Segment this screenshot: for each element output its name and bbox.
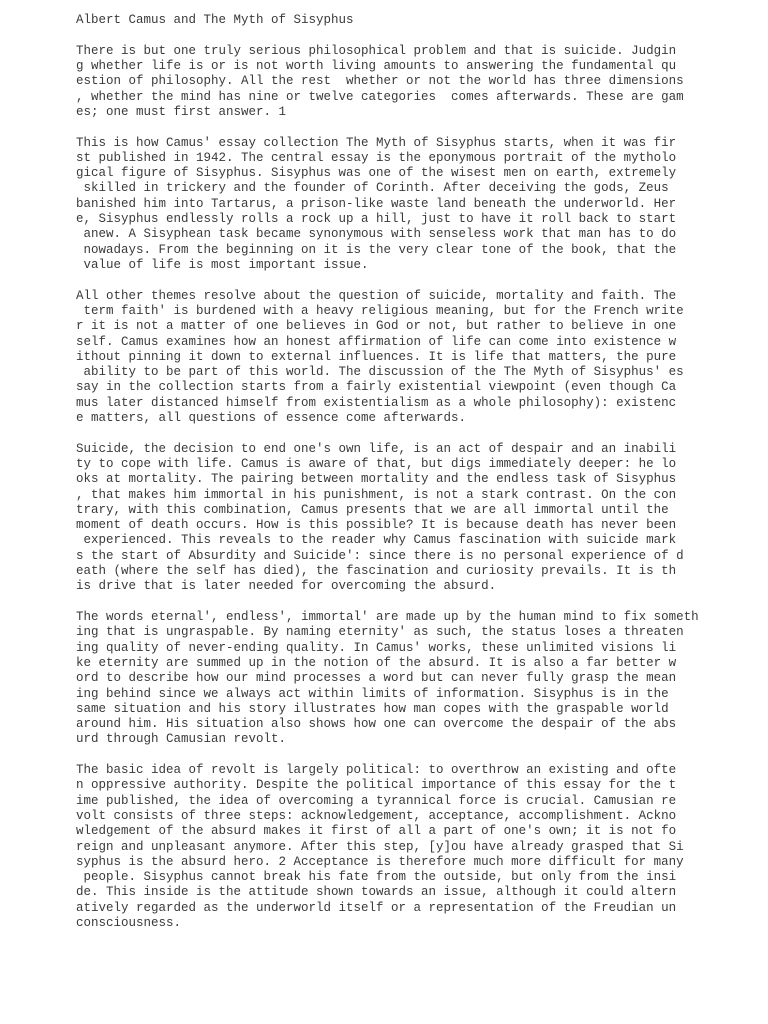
text-line: There is but one truly serious philosophical problem and that is suicide. Judgin <box>76 43 677 58</box>
paragraph <box>76 136 736 274</box>
text-line: oks at mortality. The pairing between mortality and the endless task of Sisyphus <box>76 472 677 487</box>
text-line: around him. His situation also shows how one can overcome the despair of the abs <box>76 717 677 732</box>
text-line: ime published, the idea of overcoming a tyrannical force is crucial. Camusian re <box>76 793 677 808</box>
text-line: volt consists of three steps: acknowledgement, acceptance, accomplishment. Ackno <box>76 809 677 823</box>
text-line: g whether life is or is not worth living amounts to answering the fundamental qu <box>76 58 677 73</box>
text-line: e matters, all questions of essence come afterwards. <box>76 411 467 425</box>
text-line: de. This inside is the attitude shown towards an issue, although it could altern <box>76 885 677 900</box>
text-line: value of life is most important issue. <box>76 257 369 272</box>
paragraph-spacer <box>76 595 736 610</box>
text-line: ty to cope with life. Camus is aware of that, but digs immediately deeper: he lo <box>76 456 677 471</box>
text-line: term faith' is burdened with a heavy religious meaning, but for the French write <box>76 303 684 318</box>
text-line: , whether the mind has nine or twelve categories comes afterwards. These are gam <box>76 89 684 104</box>
paragraph <box>76 442 736 595</box>
text-line: urd through Camusian revolt. <box>76 732 287 747</box>
text-line: eath (where the self has died), the fascination and curiosity prevails. It is th <box>76 564 677 579</box>
text-line: syphus is the absurd hero. 2 Acceptance is therefore much more difficult for many <box>76 854 684 869</box>
text-line: r it is not a matter of one believes in God or not, but rather to believe in one <box>76 319 677 334</box>
text-line: ord to describe how our mind processes a word but can never fully grasp the mean <box>76 671 677 686</box>
text-line: banished him into Tartarus, a prison-like waste land beneath the underworld. Her <box>76 196 677 211</box>
text-line: The words eternal', endless', immortal' are made up by the human mind to fix someth <box>76 610 699 625</box>
text-line: This is how Camus' essay collection The Myth of Sisyphus starts, when it was fir <box>76 135 677 150</box>
text-line: ithout pinning it down to external influences. It is life that matters, the pure <box>76 349 677 364</box>
document-title: Albert Camus and The Myth of Sisyphus <box>76 13 354 27</box>
text-line: anew. A Sisyphean task became synonymous with senseless work that man has to do <box>76 227 677 242</box>
text-line: consciousness. <box>76 916 182 931</box>
paragraph <box>76 289 736 427</box>
text-line: es; one must first answer. 1 <box>76 104 287 119</box>
paragraph <box>76 44 736 120</box>
text-line: All other themes resolve about the question of suicide, mortality and faith. The <box>76 288 677 303</box>
paragraph <box>76 610 736 748</box>
text-line: estion of philosophy. All the rest whether or not the world has three dimensions <box>76 74 684 89</box>
paragraph <box>76 763 736 931</box>
text-line: , that makes him immortal in his punishment, is not a stark contrast. On the con <box>76 487 677 502</box>
text-line: people. Sisyphus cannot break his fate from the outside, but only from the insi <box>76 870 677 885</box>
text-line: atively regarded as the underworld itself or a representation of the Freudian un <box>76 900 677 915</box>
text-line: e, Sisyphus endlessly rolls a rock up a hill, just to have it roll back to start <box>76 212 677 227</box>
document-page <box>76 13 736 931</box>
text-line: trary, with this combination, Camus presents that we are all immortal until the <box>76 502 669 517</box>
text-line: Suicide, the decision to end one's own life, is an act of despair and an inabili <box>76 441 677 456</box>
text-line: ing quality of never-ending quality. In Camus' works, these unlimited visions li <box>76 640 677 655</box>
text-line: mus later distanced himself from existentialism as a whole philosophy): existenc <box>76 395 677 410</box>
paragraph-spacer <box>76 120 736 135</box>
text-line: The basic idea of revolt is largely political: to overthrow an existing and ofte <box>76 763 677 778</box>
text-line: n oppressive authority. Despite the political importance of this essay for the t <box>76 778 677 793</box>
document-body <box>76 44 736 932</box>
text-line: wledgement of the absurd makes it first of all a part of one's own; it is not fo <box>76 824 677 839</box>
text-line: same situation and his story illustrates how man copes with the graspable world <box>76 701 669 716</box>
text-line: self. Camus examines how an honest affirmation of life can come into existence w <box>76 334 677 349</box>
paragraph-spacer <box>76 28 736 43</box>
text-line: is drive that is later needed for overcoming the absurd. <box>76 579 497 594</box>
text-line: gical figure of Sisyphus. Sisyphus was one of the wisest men on earth, extremely <box>76 166 677 181</box>
text-line: ke eternity are summed up in the notion of the absurd. It is also a far better w <box>76 655 677 670</box>
text-line: nowadays. From the beginning on it is the very clear tone of the book, that the <box>76 242 677 257</box>
text-line: s the start of Absurdity and Suicide': since there is no personal experience of d <box>76 548 684 563</box>
text-line: reign and unpleasant anymore. After this step, [y]ou have already grasped that Si <box>76 839 684 854</box>
text-line: st published in 1942. The central essay is the eponymous portrait of the mytholo <box>76 150 677 165</box>
text-line: skilled in trickery and the founder of Corinth. After deceiving the gods, Zeus <box>76 181 669 196</box>
text-line: moment of death occurs. How is this possible? It is because death has never been <box>76 518 677 533</box>
paragraph-spacer <box>76 748 736 763</box>
text-line: ing that is ungraspable. By naming eternity' as such, the status loses a threaten <box>76 625 684 640</box>
text-line: ing behind since we always act within limits of information. Sisyphus is in the <box>76 686 669 701</box>
text-line: experienced. This reveals to the reader why Camus fascination with suicide mark <box>76 533 677 548</box>
text-line: say in the collection starts from a fairly existential viewpoint (even though Ca <box>76 380 677 395</box>
paragraph-spacer <box>76 273 736 288</box>
text-line: ability to be part of this world. The discussion of the The Myth of Sisyphus' es <box>76 365 684 380</box>
paragraph-spacer <box>76 426 736 441</box>
